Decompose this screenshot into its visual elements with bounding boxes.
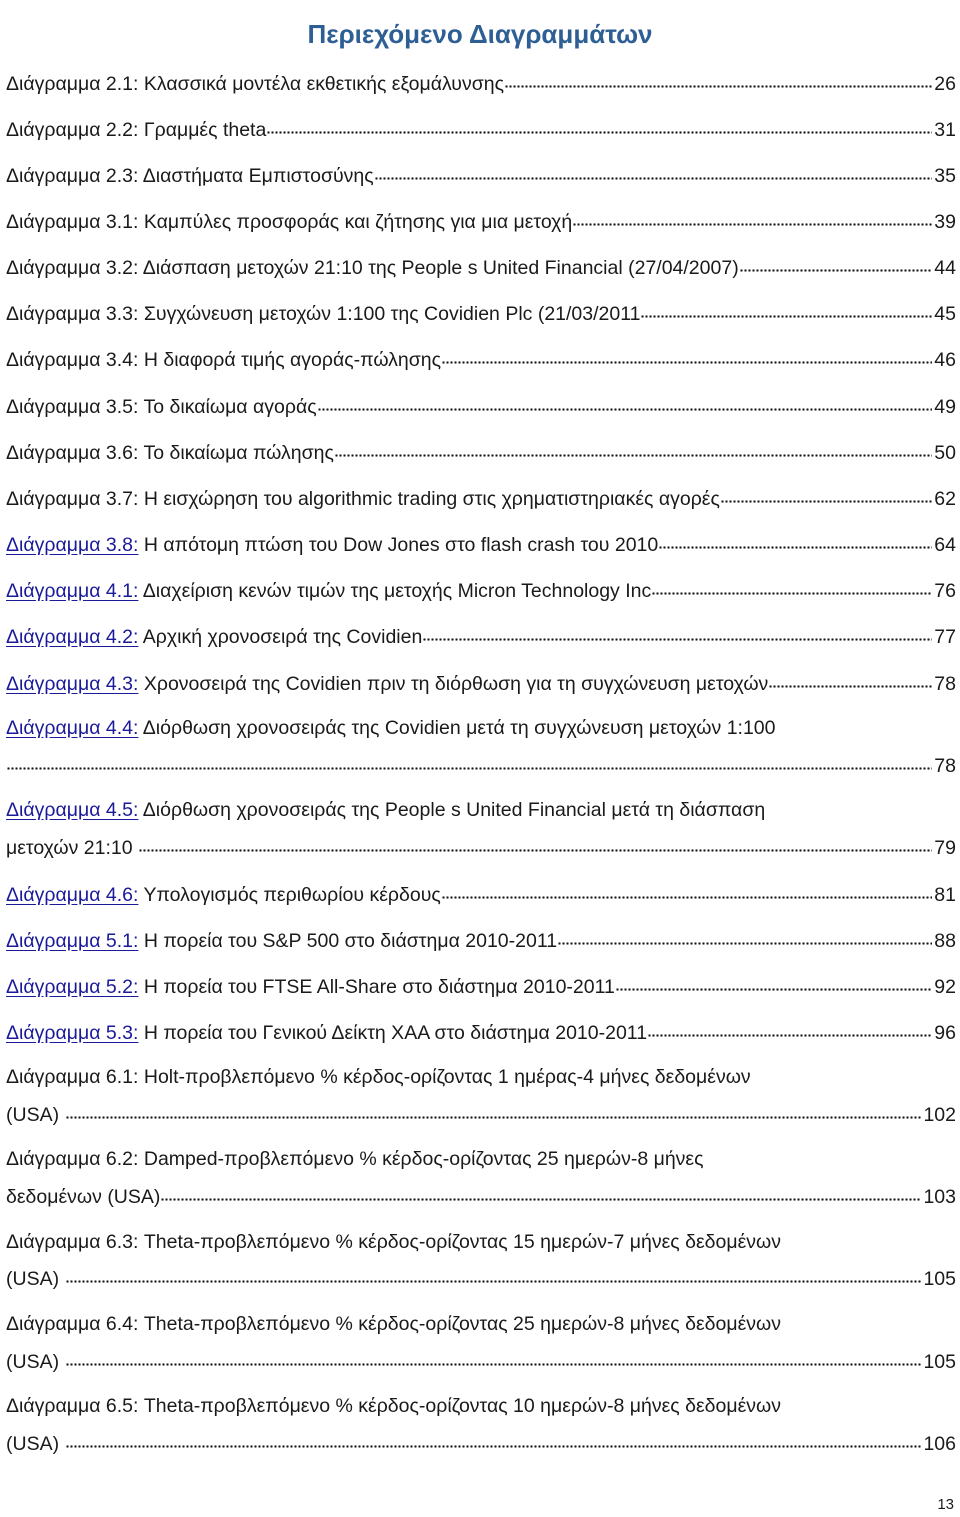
toc-entry[interactable] bbox=[6, 833, 956, 861]
toc-entry-label: Διάγραμμα 2.1: bbox=[6, 73, 139, 95]
dot-leader bbox=[505, 85, 932, 91]
toc-entry-first-line[interactable] bbox=[6, 1229, 781, 1257]
toc-entry[interactable] bbox=[6, 345, 956, 373]
toc-entry-title: Χρονοσειρά της Covidien πριν τη διόρθωση για τη συγχώνευση μετοχών bbox=[138, 673, 769, 695]
toc-entry-text bbox=[6, 532, 659, 558]
toc-entry-label: Διάγραμμα 3.8: bbox=[6, 534, 139, 556]
toc-entry[interactable] bbox=[6, 926, 956, 954]
dot-leader bbox=[7, 767, 932, 773]
toc-entry-label: Διάγραμμα 5.2: bbox=[6, 976, 139, 998]
dot-leader bbox=[66, 1363, 922, 1369]
toc-entry-page: 106 bbox=[923, 1433, 956, 1455]
toc-entry-title: Damped-προβλεπόμενο % κέρδος-ορίζοντας 25 ημερών-8 μήνες bbox=[138, 1148, 704, 1170]
toc-entry-text: μετοχών 21:10 bbox=[6, 837, 138, 859]
dot-leader bbox=[318, 408, 933, 414]
page-number: 13 bbox=[937, 1496, 954, 1513]
toc-entry-first-line[interactable] bbox=[6, 1064, 751, 1092]
toc-entry-text bbox=[6, 163, 375, 189]
toc-entry-label: Διάγραμμα 6.3: bbox=[6, 1231, 139, 1253]
toc-entry-title: Διαχείριση κενών τιμών της μετοχής Micron Technology Inc bbox=[138, 580, 652, 602]
toc-entry-title: Αρχική χρονοσειρά της Covidien bbox=[138, 626, 423, 648]
toc-entry-page: 102 bbox=[923, 1104, 956, 1126]
toc-entry[interactable] bbox=[6, 1182, 956, 1210]
toc-entry-text bbox=[6, 255, 740, 281]
toc-entry-page: 92 bbox=[934, 976, 956, 998]
toc-entry-page: 49 bbox=[934, 396, 956, 418]
toc-entry-title: Καμπύλες προσφοράς και ζήτησης για μια μετοχή bbox=[138, 211, 573, 233]
toc-entry-label: Διάγραμμα 4.5: bbox=[6, 799, 139, 821]
toc-entry-label: Διάγραμμα 4.6: bbox=[6, 884, 139, 906]
dot-leader bbox=[442, 896, 933, 902]
toc-entry-text bbox=[6, 440, 335, 466]
toc-entry-label: Διάγραμμα 3.2: bbox=[6, 257, 139, 279]
toc-entry-text bbox=[6, 209, 573, 235]
toc-entry-label: Διάγραμμα 6.4: bbox=[6, 1313, 139, 1335]
toc-entry[interactable] bbox=[6, 1100, 956, 1128]
toc-entry[interactable] bbox=[6, 1429, 956, 1457]
toc-entry-text bbox=[6, 1020, 648, 1046]
dot-leader bbox=[573, 223, 932, 229]
toc-entry-label: Διάγραμμα 4.3: bbox=[6, 673, 139, 695]
dot-leader bbox=[66, 1116, 922, 1122]
toc-entry-title: Η διαφορά τιμής αγοράς-πώλησης bbox=[138, 349, 442, 371]
toc-entry-page: 88 bbox=[934, 930, 956, 952]
toc-entry-label: Διάγραμμα 3.3: bbox=[6, 303, 139, 325]
toc-entry[interactable] bbox=[6, 576, 956, 604]
toc-entry-title: Γραμμές theta bbox=[138, 119, 267, 141]
toc-entry-first-line[interactable] bbox=[6, 797, 765, 825]
toc-entry[interactable] bbox=[6, 972, 956, 1000]
toc-entry-page: 105 bbox=[923, 1351, 956, 1373]
dot-leader bbox=[641, 315, 932, 321]
dot-leader bbox=[139, 849, 932, 855]
toc-entry-page: 96 bbox=[934, 1022, 956, 1044]
toc-entry[interactable] bbox=[6, 751, 956, 779]
toc-entry-page: 35 bbox=[934, 165, 956, 187]
toc-entry-title: Theta-προβλεπόμενο % κέρδος-ορίζοντας 15 ημερών-7 μήνες δεδομένων bbox=[138, 1231, 782, 1253]
toc-entry-text: (USA) bbox=[6, 1351, 65, 1373]
toc-entry-first-line[interactable] bbox=[6, 1311, 781, 1339]
dot-leader bbox=[423, 638, 932, 644]
toc-entry[interactable] bbox=[6, 484, 956, 512]
toc-entry-text bbox=[6, 394, 318, 420]
dot-leader bbox=[442, 361, 932, 367]
dot-leader bbox=[161, 1198, 921, 1204]
toc-entry-label: Διάγραμμα 4.4: bbox=[6, 717, 139, 739]
toc-entry-text: δεδομένων (USA) bbox=[6, 1186, 161, 1208]
dot-leader bbox=[267, 131, 932, 137]
toc-entry-label: Διάγραμμα 3.5: bbox=[6, 396, 139, 418]
toc-entry[interactable] bbox=[6, 115, 956, 143]
toc-entry-page: 79 bbox=[934, 837, 956, 859]
dot-leader bbox=[66, 1445, 922, 1451]
toc-entry-page: 77 bbox=[934, 626, 956, 648]
dot-leader bbox=[335, 454, 932, 460]
toc-entry-title: Διόρθωση χρονοσειράς της Covidien μετά τη συγχώνευση μετοχών 1:100 bbox=[138, 717, 776, 739]
toc-entry-page: 44 bbox=[934, 257, 956, 279]
toc-entry-title: Theta-προβλεπόμενο % κέρδος-ορίζοντας 25 ημερών-8 μήνες δεδομένων bbox=[138, 1313, 782, 1335]
toc-entry-label: Διάγραμμα 3.1: bbox=[6, 211, 139, 233]
toc-entry-text bbox=[6, 347, 442, 373]
toc-entry[interactable] bbox=[6, 1264, 956, 1292]
toc-entry-text bbox=[6, 578, 652, 604]
toc-entry-page: 78 bbox=[934, 755, 956, 777]
toc-entry-title: Διόρθωση χρονοσειράς της People s United Financial μετά τη διάσπαση bbox=[138, 799, 766, 821]
toc-entry[interactable] bbox=[6, 880, 956, 908]
dot-leader bbox=[616, 988, 932, 994]
toc-entry-text bbox=[6, 301, 641, 327]
toc-entry-label: Διάγραμμα 5.3: bbox=[6, 1022, 139, 1044]
dot-leader bbox=[769, 685, 932, 691]
toc-entry-page: 50 bbox=[934, 442, 956, 464]
dot-leader bbox=[740, 269, 933, 275]
toc-entry-text bbox=[6, 486, 721, 512]
toc-entry-first-line[interactable] bbox=[6, 1146, 704, 1174]
toc-entry-title: Η απότομη πτώση του Dow Jones στο flash crash του 2010 bbox=[138, 534, 659, 556]
toc-entry-page: 45 bbox=[934, 303, 956, 325]
toc-entry-page: 64 bbox=[934, 534, 956, 556]
toc-entry-label: Διάγραμμα 5.1: bbox=[6, 930, 139, 952]
toc-entry-text: (USA) bbox=[6, 1104, 65, 1126]
toc-entry-label: Διάγραμμα 6.5: bbox=[6, 1395, 139, 1417]
toc-entry-label: Διάγραμμα 2.2: bbox=[6, 119, 139, 141]
dot-leader bbox=[558, 942, 932, 948]
toc-entry-label: Διάγραμμα 2.3: bbox=[6, 165, 139, 187]
toc-entry[interactable] bbox=[6, 392, 956, 420]
toc-entry[interactable] bbox=[6, 438, 956, 466]
toc-entry[interactable] bbox=[6, 1347, 956, 1375]
toc-entry[interactable] bbox=[6, 69, 956, 97]
toc-entry-title: Η εισχώρηση του algorithmic trading στις χρηματιστηριακές αγορές bbox=[138, 488, 720, 510]
toc-entry-title: Theta-προβλεπόμενο % κέρδος-ορίζοντας 10 ημερών-8 μήνες δεδομένων bbox=[138, 1395, 782, 1417]
toc-entry-first-line[interactable] bbox=[6, 715, 776, 743]
toc-entry-page: 103 bbox=[923, 1186, 956, 1208]
toc-entry-text bbox=[6, 117, 267, 143]
toc-entry-page: 62 bbox=[934, 488, 956, 510]
toc-entry-label: Διάγραμμα 4.2: bbox=[6, 626, 139, 648]
toc-entry-text bbox=[6, 671, 769, 697]
toc-entry-label: Διάγραμμα 6.2: bbox=[6, 1148, 139, 1170]
toc-entry-title: Η πορεία του S&P 500 στο διάστημα 2010-2011 bbox=[138, 930, 558, 952]
toc-entry[interactable] bbox=[6, 669, 956, 697]
toc-entry-text: (USA) bbox=[6, 1268, 65, 1290]
toc-entry-text bbox=[6, 928, 558, 954]
toc-entry[interactable] bbox=[6, 253, 956, 281]
dot-leader bbox=[652, 592, 932, 598]
toc-entry-title: Η πορεία του Γενικού Δείκτη ΧΑΑ στο διάστημα 2010-2011 bbox=[138, 1022, 648, 1044]
toc-entry-text bbox=[6, 71, 505, 97]
toc-entry-page: 78 bbox=[934, 673, 956, 695]
dot-leader bbox=[66, 1280, 922, 1286]
toc-entry-text bbox=[6, 624, 423, 650]
toc-entry-title: Συγχώνευση μετοχών 1:100 της Covidien Plc (21/03/2011 bbox=[138, 303, 641, 325]
toc-entry[interactable] bbox=[6, 299, 956, 327]
toc-entry-label: Διάγραμμα 6.1: bbox=[6, 1066, 139, 1088]
toc-entry[interactable] bbox=[6, 530, 956, 558]
toc-entry[interactable] bbox=[6, 207, 956, 235]
toc-entry-text bbox=[6, 882, 442, 908]
toc-entry-title: Υπολογισμός περιθωρίου κέρδους bbox=[138, 884, 441, 906]
toc-entry-page: 81 bbox=[934, 884, 956, 906]
toc-entry-title: Η πορεία του FTSE All-Share στο διάστημα 2010-2011 bbox=[138, 976, 615, 998]
toc-entry-page: 31 bbox=[934, 119, 956, 141]
toc-entry[interactable] bbox=[6, 161, 956, 189]
toc-entry[interactable] bbox=[6, 1018, 956, 1046]
dot-leader bbox=[721, 500, 932, 506]
toc-entry-label: Διάγραμμα 3.6: bbox=[6, 442, 139, 464]
toc-entry-first-line[interactable] bbox=[6, 1393, 781, 1421]
toc-entry-label: Διάγραμμα 3.7: bbox=[6, 488, 139, 510]
toc-entry-title: Διαστήματα Εμπιστοσύνης bbox=[138, 165, 374, 187]
dot-leader bbox=[375, 177, 933, 183]
toc-entry-page: 46 bbox=[934, 349, 956, 371]
toc-entry-text: (USA) bbox=[6, 1433, 65, 1455]
toc-entry-page: 76 bbox=[934, 580, 956, 602]
dot-leader bbox=[648, 1034, 932, 1040]
toc-entry-label: Διάγραμμα 4.1: bbox=[6, 580, 139, 602]
toc-entry-title: Κλασσικά μοντέλα εκθετικής εξομάλυνσης bbox=[138, 73, 504, 95]
toc-entry-title: Holt-προβλεπόμενο % κέρδος-ορίζοντας 1 ημέρας-4 μήνες δεδομένων bbox=[138, 1066, 751, 1088]
toc-entry-page: 105 bbox=[923, 1268, 956, 1290]
toc-entry-title: Το δικαίωμα πώλησης bbox=[138, 442, 334, 464]
toc-entry-title: Το δικαίωμα αγοράς bbox=[138, 396, 317, 418]
toc-entry[interactable] bbox=[6, 622, 956, 650]
page-title: Περιεχόμενο Διαγραμμάτων bbox=[307, 19, 653, 50]
toc-entry-page: 26 bbox=[934, 73, 956, 95]
toc-entry-label: Διάγραμμα 3.4: bbox=[6, 349, 139, 371]
toc-entry-page: 39 bbox=[934, 211, 956, 233]
toc-entry-title: Διάσπαση μετοχών 21:10 της People s United Financial (27/04/2007) bbox=[138, 257, 739, 279]
dot-leader bbox=[659, 546, 932, 552]
toc-entry-text bbox=[6, 974, 616, 1000]
